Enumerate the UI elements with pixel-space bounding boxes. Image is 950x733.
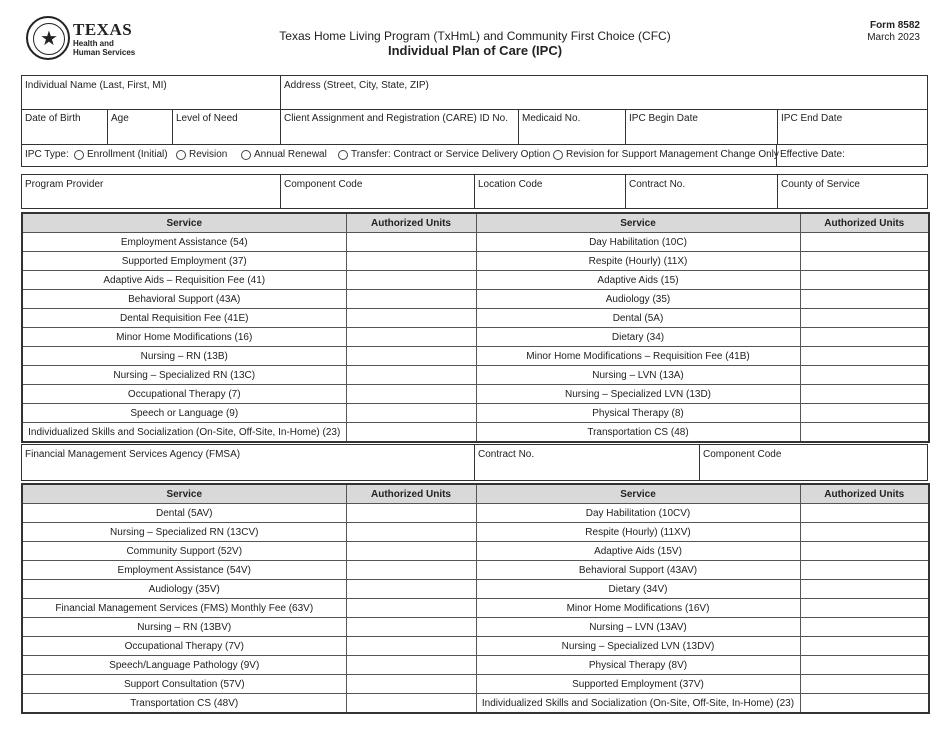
service-name: Nursing – RN (13B): [22, 347, 346, 366]
header-authorized-units: Authorized Units: [346, 213, 476, 233]
table-row: [22, 347, 929, 366]
service-name: Respite (Hourly) (11X): [476, 252, 800, 271]
fmsa-component-code-field[interactable]: Component Code: [703, 449, 782, 460]
program-provider-field[interactable]: Program Provider: [25, 179, 104, 190]
date-of-birth-field[interactable]: Date of Birth: [25, 113, 81, 124]
table-row: [22, 618, 929, 637]
care-id-field[interactable]: Client Assignment and Registration (CARE) ID No.: [284, 113, 508, 124]
table-row: [22, 271, 929, 290]
service-name: Speech or Language (9): [22, 404, 346, 423]
authorized-units-input[interactable]: [346, 675, 476, 694]
service-name: Dental (5AV): [22, 504, 346, 523]
service-name: Transportation CS (48): [476, 423, 800, 443]
authorized-units-input[interactable]: [346, 404, 476, 423]
authorized-units-input[interactable]: [346, 366, 476, 385]
table-row: [22, 504, 929, 523]
radio-icon[interactable]: [176, 150, 186, 160]
header-service: Service: [22, 484, 346, 504]
service-name: Transportation CS (48V): [22, 694, 346, 714]
authorized-units-input[interactable]: [800, 599, 929, 618]
service-name: Nursing – Specialized RN (13C): [22, 366, 346, 385]
authorized-units-input[interactable]: [800, 347, 929, 366]
authorized-units-input[interactable]: [346, 309, 476, 328]
ipc-type-row: [21, 144, 928, 167]
header-service: Service: [476, 484, 800, 504]
medicaid-no-field[interactable]: Medicaid No.: [522, 113, 581, 124]
service-name: Dental Requisition Fee (41E): [22, 309, 346, 328]
authorized-units-input[interactable]: [346, 618, 476, 637]
service-name: Supported Employment (37V): [476, 675, 800, 694]
service-name: Speech/Language Pathology (9V): [22, 656, 346, 675]
fmsa-contract-no-field[interactable]: Contract No.: [478, 449, 535, 460]
table-row: [22, 423, 929, 443]
program-name: Texas Home Living Program (TxHmL) and Community First Choice (CFC): [279, 29, 671, 43]
logo-subtitle: Health and Human Services: [73, 39, 136, 57]
ipc-type-revision-radio[interactable]: Revision: [176, 149, 227, 160]
authorized-units-input[interactable]: [800, 271, 929, 290]
service-name: Day Habilitation (10CV): [476, 504, 800, 523]
authorized-units-input[interactable]: [346, 561, 476, 580]
authorized-units-input[interactable]: [800, 233, 929, 252]
county-of-service-field[interactable]: County of Service: [781, 179, 860, 190]
authorized-units-input[interactable]: [346, 523, 476, 542]
table-row: [22, 580, 929, 599]
page-title: Individual Plan of Care (IPC): [387, 43, 563, 58]
service-name: Audiology (35V): [22, 580, 346, 599]
header-authorized-units: Authorized Units: [800, 213, 929, 233]
authorized-units-input[interactable]: [800, 423, 929, 443]
ipc-begin-date-field[interactable]: IPC Begin Date: [629, 113, 698, 124]
service-name: Dietary (34): [476, 328, 800, 347]
authorized-units-input[interactable]: [346, 328, 476, 347]
radio-icon[interactable]: [338, 150, 348, 160]
texas-seal-icon: ★: [26, 16, 70, 60]
level-of-need-field[interactable]: Level of Need: [176, 113, 238, 124]
service-name: Nursing – RN (13BV): [22, 618, 346, 637]
header-service: Service: [476, 213, 800, 233]
table-row: [22, 694, 929, 714]
service-name: Nursing – Specialized LVN (13D): [476, 385, 800, 404]
service-name: Individualized Skills and Socialization (On-Site, Off-Site, In-Home) (23): [476, 694, 800, 714]
authorized-units-input[interactable]: [346, 542, 476, 561]
service-name: Minor Home Modifications – Requisition Fee (41B): [476, 347, 800, 366]
authorized-units-input[interactable]: [346, 637, 476, 656]
service-name: Nursing – LVN (13A): [476, 366, 800, 385]
service-name: Nursing – Specialized LVN (13DV): [476, 637, 800, 656]
authorized-units-input[interactable]: [800, 637, 929, 656]
service-name: Behavioral Support (43A): [22, 290, 346, 309]
authorized-units-input[interactable]: [346, 504, 476, 523]
service-name: Employment Assistance (54): [22, 233, 346, 252]
authorized-units-input[interactable]: [800, 523, 929, 542]
table-row: [22, 366, 929, 385]
table-row: [22, 290, 929, 309]
authorized-units-input[interactable]: [800, 694, 929, 714]
table-row: [22, 675, 929, 694]
contract-no-field[interactable]: Contract No.: [629, 179, 686, 190]
radio-icon[interactable]: [241, 150, 251, 160]
effective-date-field[interactable]: Effective Date:: [780, 149, 845, 160]
ipc-type-support-management-radio[interactable]: Revision for Support Management Change Only: [553, 149, 779, 160]
table-row: [22, 309, 929, 328]
location-code-field[interactable]: Location Code: [478, 179, 543, 190]
authorized-units-input[interactable]: [800, 656, 929, 675]
authorized-units-input[interactable]: [800, 366, 929, 385]
service-name: Adaptive Aids – Requisition Fee (41): [22, 271, 346, 290]
service-name: Physical Therapy (8V): [476, 656, 800, 675]
service-name: Adaptive Aids (15V): [476, 542, 800, 561]
authorized-units-input[interactable]: [346, 252, 476, 271]
authorized-units-input[interactable]: [800, 561, 929, 580]
form-date: March 2023: [867, 32, 920, 43]
authorized-units-input[interactable]: [346, 385, 476, 404]
service-name: Financial Management Services (FMS) Monthly Fee (63V): [22, 599, 346, 618]
ipc-type-label: IPC Type:: [25, 149, 69, 160]
service-table-2: [21, 483, 930, 714]
table-row: [22, 523, 929, 542]
service-name: Nursing – LVN (13AV): [476, 618, 800, 637]
service-name: Minor Home Modifications (16V): [476, 599, 800, 618]
service-name: Occupational Therapy (7): [22, 385, 346, 404]
authorized-units-input[interactable]: [800, 290, 929, 309]
table-row: [22, 599, 929, 618]
authorized-units-input[interactable]: [800, 328, 929, 347]
radio-icon[interactable]: [74, 150, 84, 160]
service-name: Day Habilitation (10C): [476, 233, 800, 252]
age-field[interactable]: Age: [111, 113, 129, 124]
table-row: [22, 404, 929, 423]
ipc-end-date-field[interactable]: IPC End Date: [781, 113, 843, 124]
table-row: [22, 328, 929, 347]
ipc-type-transfer-radio[interactable]: Transfer: Contract or Service Delivery Option: [338, 149, 550, 160]
ipc-type-enrollment-radio[interactable]: Enrollment (Initial): [74, 149, 168, 160]
service-name: Minor Home Modifications (16): [22, 328, 346, 347]
table-row: [22, 637, 929, 656]
service-name: Behavioral Support (43AV): [476, 561, 800, 580]
service-name: Respite (Hourly) (11XV): [476, 523, 800, 542]
authorized-units-input[interactable]: [346, 423, 476, 443]
table-row: [22, 561, 929, 580]
authorized-units-input[interactable]: [800, 385, 929, 404]
service-name: Support Consultation (57V): [22, 675, 346, 694]
radio-icon[interactable]: [553, 150, 563, 160]
fmsa-agency-field[interactable]: Financial Management Services Agency (FMSA): [25, 449, 241, 460]
table-row: [22, 385, 929, 404]
service-name: Physical Therapy (8): [476, 404, 800, 423]
service-table-1: [21, 212, 930, 443]
authorized-units-input[interactable]: [346, 694, 476, 714]
authorized-units-input[interactable]: [346, 580, 476, 599]
authorized-units-input[interactable]: [800, 504, 929, 523]
authorized-units-input[interactable]: [346, 599, 476, 618]
header-service: Service: [22, 213, 346, 233]
table-row: [22, 542, 929, 561]
address-field[interactable]: Address (Street, City, State, ZIP): [284, 80, 429, 91]
fmsa-section: [21, 444, 928, 481]
logo-title: TEXAS: [73, 20, 133, 39]
service-name: Community Support (52V): [22, 542, 346, 561]
service-name: Employment Assistance (54V): [22, 561, 346, 580]
authorized-units-input[interactable]: [346, 233, 476, 252]
service-name: Individualized Skills and Socialization (On-Site, Off-Site, In-Home) (23): [22, 423, 346, 443]
header-authorized-units: Authorized Units: [800, 484, 929, 504]
component-code-field[interactable]: Component Code: [284, 179, 363, 190]
authorized-units-input[interactable]: [346, 271, 476, 290]
service-name: Audiology (35): [476, 290, 800, 309]
service-name: Nursing – Specialized RN (13CV): [22, 523, 346, 542]
authorized-units-input[interactable]: [800, 542, 929, 561]
authorized-units-input[interactable]: [800, 675, 929, 694]
individual-info-section: [21, 75, 928, 145]
authorized-units-input[interactable]: [800, 252, 929, 271]
ipc-type-annual-renewal-radio[interactable]: Annual Renewal: [241, 149, 327, 160]
service-name: Occupational Therapy (7V): [22, 637, 346, 656]
table-row: [22, 656, 929, 675]
service-name: Dental (5A): [476, 309, 800, 328]
form-number: Form 8582: [869, 20, 920, 31]
service-name: Adaptive Aids (15): [476, 271, 800, 290]
header-authorized-units: Authorized Units: [346, 484, 476, 504]
table-row: [22, 252, 929, 271]
table-row: [22, 233, 929, 252]
authorized-units-input[interactable]: [346, 347, 476, 366]
authorized-units-input[interactable]: [800, 580, 929, 599]
individual-name-field[interactable]: Individual Name (Last, First, MI): [25, 80, 167, 91]
service-name: Dietary (34V): [476, 580, 800, 599]
provider-section: [21, 174, 928, 209]
service-name: Supported Employment (37): [22, 252, 346, 271]
authorized-units-input[interactable]: [346, 290, 476, 309]
authorized-units-input[interactable]: [800, 309, 929, 328]
authorized-units-input[interactable]: [800, 404, 929, 423]
authorized-units-input[interactable]: [346, 656, 476, 675]
authorized-units-input[interactable]: [800, 618, 929, 637]
